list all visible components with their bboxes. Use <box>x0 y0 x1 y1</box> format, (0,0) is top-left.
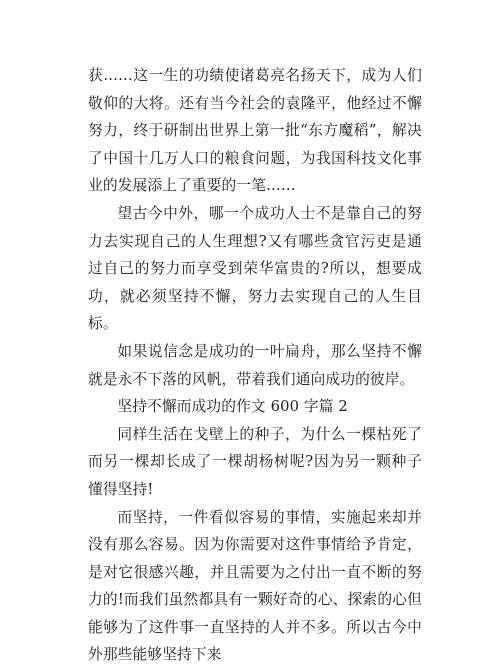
paragraph-5: 而坚持，一件看似容易的事情，实施起来却并没有那么容易。因为你需要对这件事情给予肯定，是对它很感兴趣，并且需要为之付出一直不断的努力的!而我们虽然都具有一颗好奇的心、探索的心但能够为了这件事一直坚持的人并不多。所以古今中外那些能够坚持下来 <box>88 504 422 669</box>
document-body <box>88 62 422 669</box>
section-heading: 坚持不懈而成功的作文 600 字篇 2 <box>88 393 422 421</box>
paragraph-3: 如果说信念是成功的一叶扁舟，那么坚持不懈就是永不下落的风帆，带着我们通向成功的彼岸。 <box>88 338 422 393</box>
paragraph-2: 望古今中外，哪一个成功人士不是靠自己的努力去实现自己的人生理想?又有哪些贪官污吏是通过自己的努力而享受到荣华富贵的?所以，想要成功，就必须坚持不懈，努力去实现自己的人生目标。 <box>88 200 422 338</box>
paragraph-1: 获……这一生的功绩使诸葛亮名扬天下，成为人们敬仰的大将。还有当今社会的袁隆平，他经过不懈努力，终于研制出世界上第一批“东方魔稻”，解决了中国十几万人口的粮食问题，为我国科技文化事业的发展添上了重要的一笔…… <box>88 62 422 200</box>
paragraph-4: 同样生活在戈壁上的种子，为什么一棵枯死了而另一棵却长成了一棵胡杨树呢?因为另一颗种子懂得坚持! <box>88 421 422 504</box>
